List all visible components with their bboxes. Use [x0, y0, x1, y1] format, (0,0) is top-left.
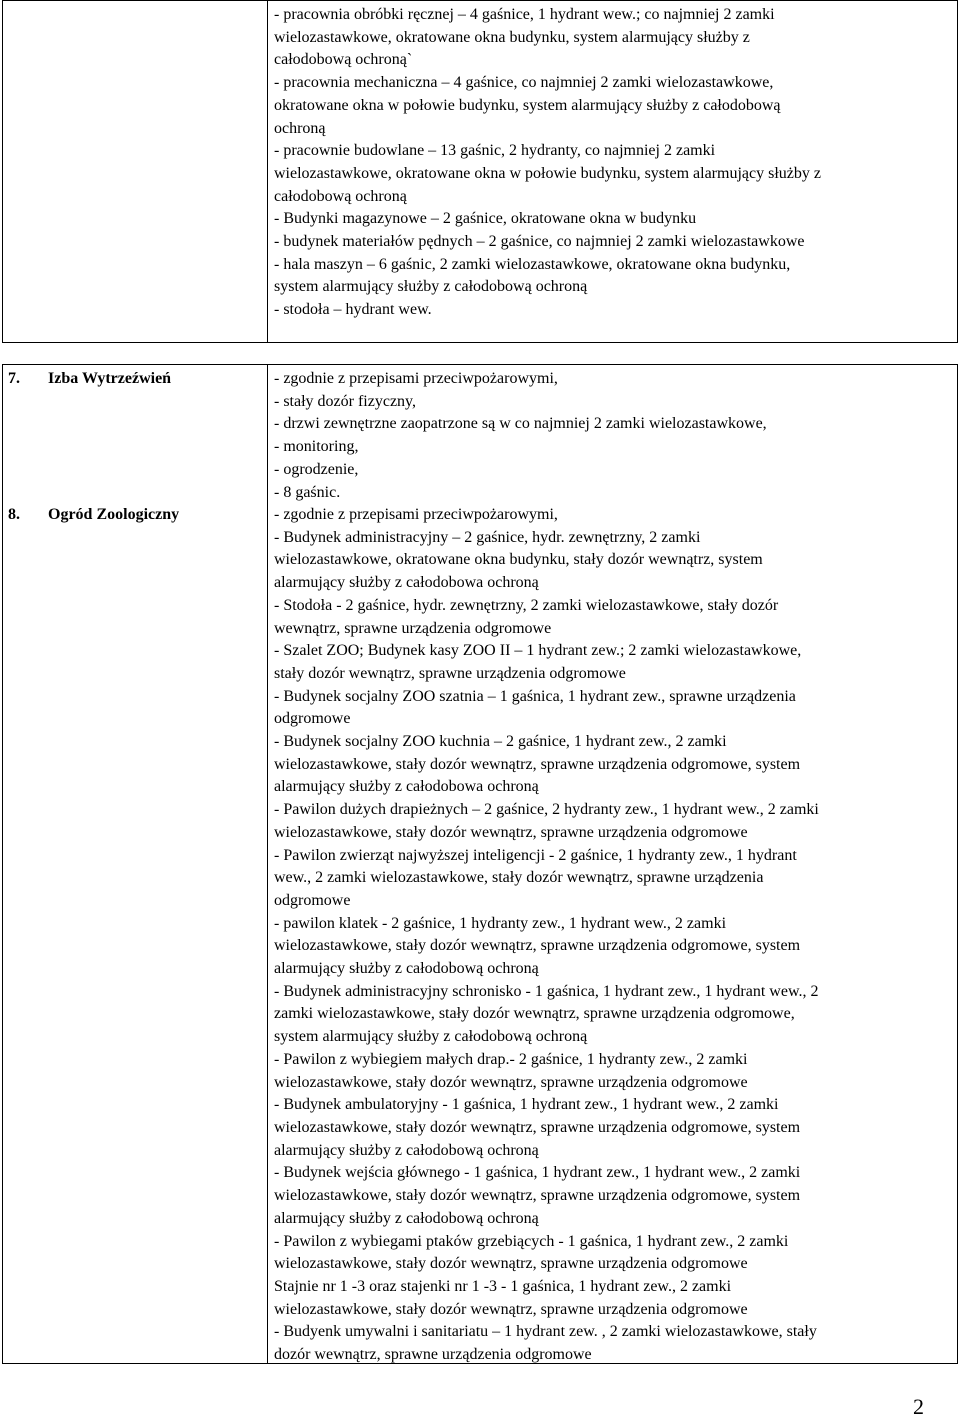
text-line: - Budyenk umywalni i sanitariatu – 1 hydrant zew. , 2 zamki wielozastawkowe, stały [274, 1323, 817, 1341]
text-line: - Pawilon zwierząt najwyższej inteligencji - 2 gaśnice, 1 hydranty zew., 1 hydrant [274, 846, 797, 864]
text-line: wielozastawkowe, stały dozór wewnątrz, sprawne urządzenia odgromowe [274, 823, 748, 841]
row-8-label [8, 504, 179, 527]
text-line: odgromowe [274, 710, 351, 728]
text-line: okratowane okna w połowie budynku, system alarmujący służby z całodobową [274, 96, 781, 114]
text-line: wielozastawkowe, stały dozór wewnątrz, sprawne urządzenia odgromowe, system [274, 1187, 801, 1205]
row-7-label [8, 368, 171, 391]
text-line: - Pawilon z wybiegiem małych drap.- 2 gaśnice, 1 hydranty zew., 2 zamki [274, 1050, 748, 1068]
text-line: - Szalet ZOO; Budynek kasy ZOO II – 1 hydrant zew.; 2 zamki wielozastawkowe, [274, 642, 802, 660]
text-line: - ogrodzenie, [274, 460, 359, 478]
text-line: - Pawilon z wybiegami ptaków grzebiących - 1 gaśnica, 1 hydrant zew., 2 zamki [274, 1232, 789, 1250]
text-line: - pawilon klatek - 2 gaśnice, 1 hydranty zew., 1 hydrant wew., 2 zamki [274, 914, 727, 932]
text-line: wielozastawkowe, stały dozór wewnątrz, sprawne urządzenia odgromowe [274, 1255, 748, 1273]
text-line: całodobową ochroną [274, 187, 407, 205]
row-7-name: Izba Wytrzeźwień [48, 370, 172, 387]
text-line: ochroną [274, 119, 326, 137]
text-line: - Budynek socjalny ZOO szatnia – 1 gaśnica, 1 hydrant zew., sprawne urządzenia [274, 687, 796, 705]
text-line: wielozastawkowe, okratowane okna budynku, stały dozór wewnątrz, system [274, 551, 763, 569]
text-line: - pracownia obróbki ręcznej – 4 gaśnice, 1 hydrant wew.; co najmniej 2 zamki [274, 6, 775, 23]
row-8-name: Ogród Zoologiczny [48, 506, 180, 523]
text-line: - drzwi zewnętrzne zaopatrzone są w co najmniej 2 zamki wielozastawkowe, [274, 415, 767, 433]
row-8-number: 8. [8, 506, 20, 523]
text-line: - monitoring, [274, 438, 359, 456]
text-line: system alarmujący służby z całodobową ochroną [274, 1028, 588, 1046]
text-line: wielozastawkowe, stały dozór wewnątrz, sprawne urządzenia odgromowe, system [274, 1118, 801, 1136]
text-line: - budynek materiałów pędnych – 2 gaśnice, co najmniej 2 zamki wielozastawkowe [274, 233, 805, 251]
column-divider [267, 1, 268, 342]
text-line: alarmujący służby z całodobową ochroną [274, 960, 539, 978]
text-line: wewnątrz, sprawne urządzenia odgromowe [274, 619, 552, 637]
text-line: - Budynki magazynowe – 2 gaśnice, okratowane okna w budynku [274, 210, 697, 228]
text-line: - Budynek ambulatoryjny - 1 gaśnica, 1 hydrant zew., 1 hydrant wew., 2 zamki [274, 1096, 779, 1114]
text-line: - stały dozór fizyczny, [274, 392, 417, 410]
text-line: wielozastawkowe, okratowane okna w połowie budynku, system alarmujący służby z [274, 164, 821, 182]
text-line: alarmujący służby z całodobową ochroną [274, 1141, 539, 1159]
text-line: - zgodnie z przepisami przeciwpożarowymi, [274, 506, 558, 523]
text-line: wielozastawkowe, stały dozór wewnątrz, sprawne urządzenia odgromowe [274, 1300, 748, 1318]
text-line: - hala maszyn – 6 gaśnic, 2 zamki wielozastawkowe, okratowane okna budynku, [274, 255, 791, 273]
text-line: wielozastawkowe, stały dozór wewnątrz, sprawne urządzenia odgromowe, system [274, 937, 801, 955]
page-number: 2 [913, 1394, 924, 1419]
text-line: - Stodoła - 2 gaśnice, hydr. zewnętrzny, 2 zamki wielozastawkowe, stały dozór [274, 596, 779, 614]
text-line: - Budynek administracyjny – 2 gaśnice, hydr. zewnętrzny, 2 zamki [274, 528, 701, 546]
row-8-content-cell [274, 504, 954, 1367]
text-line: system alarmujący służby z całodobową ochroną [274, 278, 588, 296]
text-line: alarmujący służby z całodobową ochroną [274, 1209, 539, 1227]
text-line: - Budynek socjalny ZOO kuchnia – 2 gaśnice, 1 hydrant zew., 2 zamki [274, 733, 727, 751]
column-divider [267, 365, 268, 1363]
row-7-number: 7. [8, 370, 20, 387]
text-line: całodobową ochroną` [274, 51, 413, 69]
text-line: stały dozór wewnątrz, sprawne urządzenia odgromowe [274, 664, 626, 682]
text-line: alarmujący służby z całodobowa ochroną [274, 778, 539, 796]
text-line: Stajnie nr 1 -3 oraz stajenki nr 1 -3 - 1 gaśnica, 1 hydrant zew., 2 zamki [274, 1277, 732, 1295]
text-line: - pracownie budowlane – 13 gaśnic, 2 hydranty, co najmniej 2 zamki [274, 142, 716, 160]
text-line: dozór wewnątrz, sprawne urządzenia odgromowe [274, 1346, 592, 1364]
text-line: - zgodnie z przepisami przeciwpożarowymi, [274, 370, 558, 387]
text-line: wew., 2 zamki wielozastawkowe, stały dozór wewnątrz, sprawne urządzenia [274, 869, 764, 887]
table-top-content-cell [274, 4, 954, 322]
text-line: alarmujący służby z całodobowa ochroną [274, 574, 539, 592]
text-line: zamki wielozastawkowe, stały dozór wewnątrz, sprawne urządzenia odgromowe, [274, 1005, 795, 1023]
text-line: - Pawilon dużych drapieżnych – 2 gaśnice, 2 hydranty zew., 1 hydrant wew., 2 zamki [274, 801, 819, 819]
text-line: odgromowe [274, 891, 351, 909]
text-line: wielozastawkowe, stały dozór wewnątrz, sprawne urządzenia odgromowe, system [274, 755, 801, 773]
text-line: - Budynek wejścia głównego - 1 gaśnica, 1 hydrant zew., 1 hydrant wew., 2 zamki [274, 1164, 801, 1182]
text-line: - Budynek administracyjny schronisko - 1 gaśnica, 1 hydrant zew., 1 hydrant wew., 2 [274, 982, 819, 1000]
text-line: wielozastawkowe, stały dozór wewnątrz, sprawne urządzenia odgromowe [274, 1073, 748, 1091]
text-line: - 8 gaśnic. [274, 483, 341, 501]
text-line: wielozastawkowe, okratowane okna budynku, system alarmujący służby z [274, 28, 750, 46]
text-line: - stodoła – hydrant wew. [274, 301, 432, 319]
row-7-content-cell [274, 368, 954, 504]
text-line: - pracownia mechaniczna – 4 gaśnice, co najmniej 2 zamki wielozastawkowe, [274, 74, 774, 92]
